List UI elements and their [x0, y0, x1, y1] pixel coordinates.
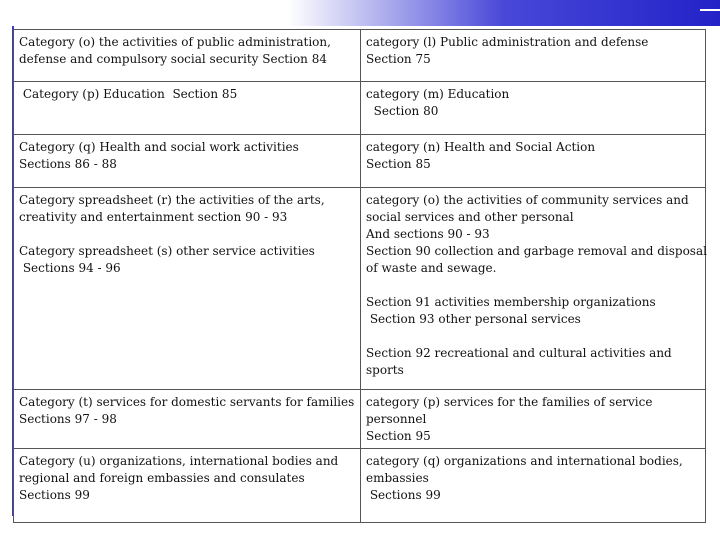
cell-text-line: category (o) the activities of community services and — [366, 193, 689, 207]
cell-text-line: Section 85 — [366, 157, 431, 171]
cell-text-line: sports — [366, 363, 404, 377]
cell-text-line: Category spreadsheet (s) other service activities — [19, 244, 315, 258]
cell-text-line: embassies — [366, 471, 429, 485]
table-row — [14, 390, 706, 449]
cell-text-line: defense and compulsory social security Section 84 — [19, 52, 327, 66]
cell-text-line: Section 92 recreational and cultural activities and — [366, 346, 672, 360]
cell-text-line: Sections 94 - 96 — [19, 261, 121, 275]
cell-text-line: Section 93 other personal services — [366, 312, 581, 326]
table-cell-left — [14, 449, 361, 523]
cell-text-line: Category (p) Education Section 85 — [19, 87, 238, 101]
table-row — [14, 188, 706, 390]
cell-text-line: category (l) Public administration and defense — [366, 35, 649, 49]
table-cell-left — [14, 82, 361, 135]
cell-text-line: creativity and entertainment section 90 - 93 — [19, 210, 288, 224]
table-row — [14, 30, 706, 82]
cell-text-line: Sections 99 — [19, 488, 90, 502]
cell-text-line: Section 90 collection and garbage removal and disposal — [366, 244, 707, 258]
table-row — [14, 82, 706, 135]
table-cell-left — [14, 390, 361, 449]
sector-comparison-table — [13, 29, 706, 523]
cell-text-line: social services and other personal — [366, 210, 574, 224]
cell-text-line: Category (q) Health and social work activities — [19, 140, 299, 154]
cell-spacer — [366, 328, 700, 345]
table-cell-right — [361, 135, 706, 188]
header-accent-line — [700, 9, 720, 11]
cell-text-line: Sections 99 — [366, 488, 441, 502]
cell-text-line: Sections 86 - 88 — [19, 157, 117, 171]
table-cell-right — [361, 30, 706, 82]
header-gradient-bar — [0, 0, 720, 26]
cell-text-line: of waste and sewage. — [366, 261, 497, 275]
cell-text-line: category (m) Education — [366, 87, 510, 101]
cell-text-line: Category (t) services for domestic servants for families — [19, 395, 355, 409]
table-cell-right — [361, 188, 706, 390]
table-cell-left — [14, 188, 361, 390]
cell-text-line: Section 75 — [366, 52, 431, 66]
cell-text-line: category (p) services for the families of service — [366, 395, 653, 409]
table-row — [14, 135, 706, 188]
cell-text-line: category (n) Health and Social Action — [366, 140, 596, 154]
table-cell-right — [361, 449, 706, 523]
cell-text-line: Sections 97 - 98 — [19, 412, 117, 426]
table-cell-left — [14, 135, 361, 188]
table-cell-right — [361, 390, 706, 449]
cell-text-line: Section 95 — [366, 429, 431, 443]
cell-spacer — [366, 277, 700, 294]
cell-text-line: category (q) organizations and international bodies, — [366, 454, 683, 468]
cell-text-line: Category (u) organizations, international bodies and — [19, 454, 339, 468]
cell-text-line: Section 80 — [366, 104, 439, 118]
cell-text-line: personnel — [366, 412, 427, 426]
cell-text-line: And sections 90 - 93 — [366, 227, 490, 241]
cell-spacer — [19, 226, 355, 243]
cell-text-line: regional and foreign embassies and consulates — [19, 471, 305, 485]
table-cell-left — [14, 30, 361, 82]
cell-text-line: Category (o) the activities of public administration, — [19, 35, 331, 49]
cell-text-line: Section 91 activities membership organizations — [366, 295, 656, 309]
table-cell-right — [361, 82, 706, 135]
cell-text-line: Category spreadsheet (r) the activities of the arts, — [19, 193, 325, 207]
table-row — [14, 449, 706, 523]
